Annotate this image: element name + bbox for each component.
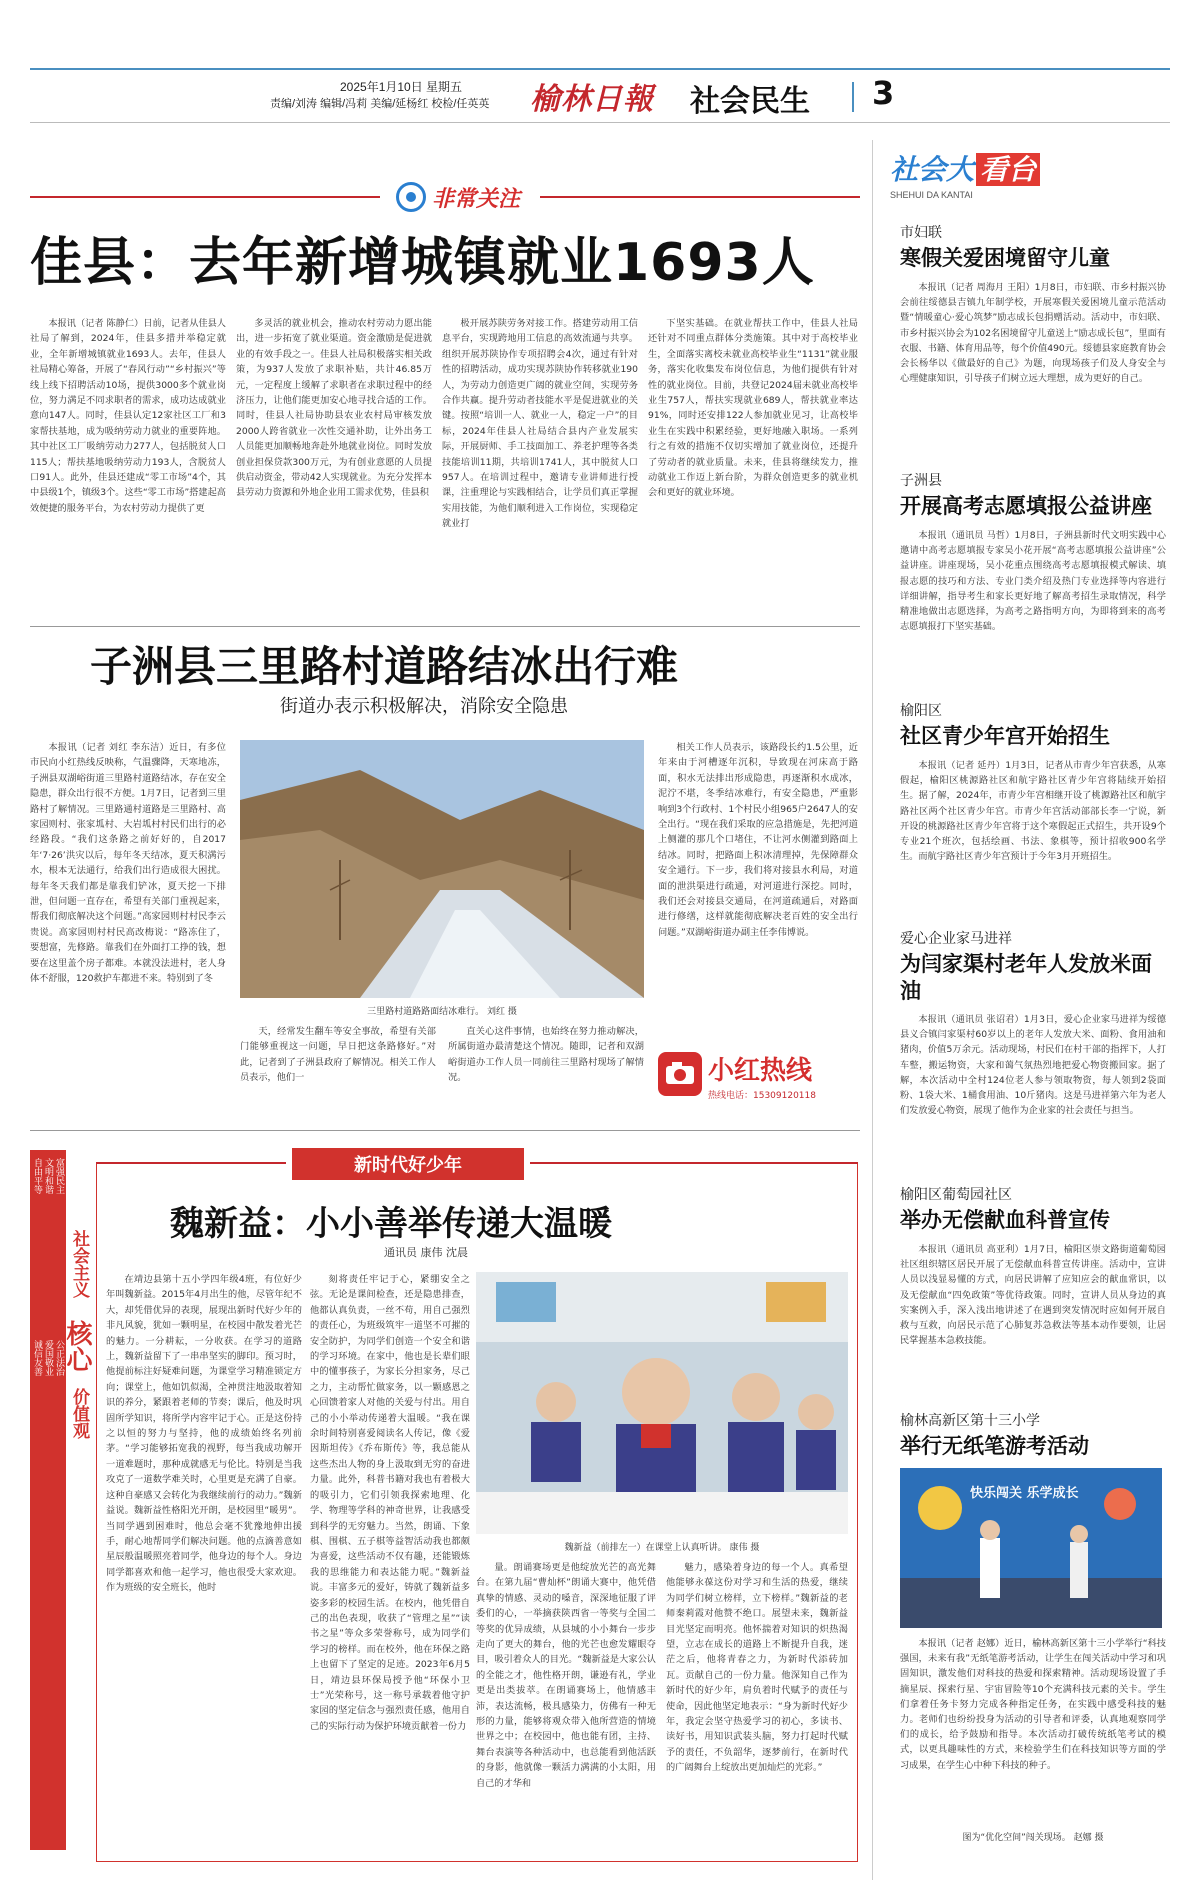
value-4: 公正法治 bbox=[54, 1340, 64, 1376]
core-values-strip bbox=[30, 1150, 66, 1850]
masthead-bottom-line bbox=[30, 122, 1170, 123]
sidebar-item-5-text: 本报讯（通讯员 高亚利）1月7日，榆阳区崇文路街道葡萄园社区组织辖区居民开展了无偿献血科普宣传讲座。活动中，宣讲人员以浅显易懂的方式，向居民讲解了应知应会的献血常识，以及无偿献血“四免政策”等优待政策。同时，宣讲人员从身边的真实案例入手，深入浅出地讲述了在遇到突发情况时应如何开展自救与互救，向居民示范了心肺复苏急救法等基本动作要领，让居民掌握基本急救技能。 bbox=[900, 1244, 1166, 1347]
road-photo bbox=[240, 740, 644, 998]
core-values-label-c: 价值观 bbox=[69, 1388, 89, 1439]
lead-column-2: 多灵活的就业机会，推动农村劳动力愿出能出，进一步拓宽了就业渠道。资金激励是促进就业的有效手段之一。佳县人社局积极落实相关政策，为937人发放了求职补贴，共计46.85万元，一定程度上缓解了求职者在求职过程中的经济压力，让他们能更加安心地寻找合适的工作。同时，佳县人社局协助县农业农村局审核发放2000人跨省就业一次性交通补助，让外出务工人员能更加顺畅地奔赴外地就业岗位。同时发放创业担保贷款300万元，为有创业意愿的人员提供启动资金，带动42人实现就业。为充分发挥本县劳动力资源和外地企业用工需求优势，佳县积 bbox=[236, 318, 432, 499]
road-subhead: 街道办表示积极解决，消除安全隐患 bbox=[280, 696, 568, 717]
lead-column-4: 下坚实基础。在就业帮扶工作中，佳县人社局还针对不同重点群体分类施策。其中对于高校毕业生，全面落实离校未就业高校毕业生“1131”就业服务，落实化收集发布岗位信息，为他们提供有针对性的就业岗位。目前，共登记2024届未就业高校毕业生757人，帮扶实现就业689人，帮扶就业率达91%，同时还安排122人参加就业见习，让高校毕业生在实践中积累经验，更好地融入职场。一系列行之有效的措施不仅切实增加了就业岗位，还提升了劳动者的就业质量。未来，佳县将继续发力，推动就业工作迈上新台阶，为群众创造更多的就业机会和更好的就业环境。 bbox=[648, 318, 858, 499]
core-values-label-b: 核心 bbox=[62, 1320, 92, 1372]
hotline-badge: 小红热线 热线电话：15309120118 bbox=[658, 1046, 858, 1110]
sidebar-item-3-text: 本报讯（记者 延丹）1月3日，记者从市青少年宫获悉，从寒假起，榆阳区桃源路社区和航宇路社区青少年宫将陆续开始招生。据了解，2024年，市青少年宫相继开设了桃源路社区和航宇路社区两个社区青少年宫。市青少年宫活动部部长李一宁说，新开设的桃源路社区青少年宫将于这个寒假起正式招生，共开设9个专业21个班次，包括绘画、书法、象棋等，预计招收900名学生。而航宇路社区青少年宫预计于今年3月开班招生。 bbox=[900, 760, 1166, 863]
lead-headline: 佳县：去年新增城镇就业1693人 bbox=[30, 233, 815, 293]
youth-photo bbox=[476, 1272, 848, 1534]
page-number: 3 bbox=[872, 74, 895, 112]
value-5: 爱国敬业 bbox=[43, 1340, 53, 1376]
youth-column-2: 刻将责任牢记于心，紧绷安全之弦。无论是课间检查，还是隐患排查，他都认真负责，一丝不苟，用自己强烈的责任心，为班级筑牢一道坚不可摧的安全防护，为同学们创造一个安全和谐的学习环境。在家中，他也是长辈们眼中的懂事孩子，为家长分担家务，尽己之力，主动帮忙做家务，以一颗感恩之心回馈着家人对他的关爱与付出。用自己的小小举动传递着大温暖。“我在课余时间特别喜爱阅读名人传记，像《爱因斯坦传》《乔布斯传》等，我总能从这些杰出人物的身上汲取到无穷的奋进力量。此外，科普书籍对我也有着极大的吸引力，它们引领我探索地理、化学、物理等学科的神奇世界，让我感受到科学的无穷魅力。当然，朗诵、下象棋、围棋、五子棋等益智活动我也都颇为喜爱，这些活动不仅有趣，还能锻炼我的思维能力和表达能力呢。”魏新益说。丰富多元的爱好，铸就了魏新益多姿多彩的校园生活。在校内，他凭借自己的出色表现，收获了“管理之星”“读书之星”等众多荣誉称号，成为同学们学习的榜样。而在校外，他在环保之路上也留下了坚定的足迹。2023年6月5日，靖边县环保局授予他“环保小卫士”光荣称号，这一称号承载着他守护家园的坚定信念与强烈责任感，他用自己的实际行动为保护环境贡献着一份力 bbox=[310, 1274, 470, 1732]
youth-byline: 通讯员 康伟 沈晨 bbox=[384, 1246, 468, 1259]
lead-column-3: 极开展苏陕劳务对接工作。搭建劳动用工信息平台，实现跨地用工信息的高效流通与共享。组织开展苏陕协作专项招聘会4次，通过有针对性的招聘活动，成功实现苏陕协作转移就业190人，为劳动力创造更广阔的就业空间，实现劳务合作共赢。提升劳动者技能水平是促进就业的关键。按照“培训一人、就业一人，稳定一户”的目标，2024年佳县人社局结合县内产业发展实际，开展厨师、手工技面加工、养老护理等各类技能培训11期，共培训1741人，其中脱贫人口957人。在培训过程中，邀请专业讲师进行授课，注重理论与实践相结合，让学员们真正掌握实用技能，为他们顺利进入工作岗位，实现稳定就业打 bbox=[442, 318, 638, 530]
youth-tag: 新时代好少年 bbox=[292, 1148, 524, 1180]
sidebar-item-6-photo bbox=[900, 1468, 1162, 1628]
sidebar-item-5-section: 榆阳区葡萄园社区 bbox=[900, 1187, 1012, 1203]
value-6: 诚信友善 bbox=[32, 1340, 42, 1376]
issue-date: 2025年1月10日 星期五 bbox=[340, 80, 463, 94]
road-bottom-divider bbox=[30, 1130, 860, 1131]
value-2: 文明和谐 bbox=[43, 1158, 53, 1194]
section-title: 社会民生 bbox=[690, 84, 810, 119]
core-values-label-a: 社会主义 bbox=[69, 1230, 89, 1298]
road-column-1: 本报讯（记者 刘红 李东洁）近日，有多位市民向小红热线反映称，气温骤降，天寒地冻，子洲县双湖峪街道三里路村道路结冰，存在安全隐患，群众出行很不方便。1月7日，记者到三里路村了解情况。三里路通村道路是三里路村、高家园则村、张家坬村、大岩坬村村民们出行的必经路段。“我们这条路之前好好的，自2017年‘7·26’洪灾以后，每年冬天结冰，夏天积满污水，根本无法通行，给我们出行造成很大困扰。每年冬天我们都是靠我们铲冰，夏天挖一下排泄，但问题一直存在，希望有关部门重视起来，帮我们彻底解决这个问题。”高家园则村村民李云贵说。高家园则村村民高改梅说：“路冻住了，要想富，先修路。靠我们在外面打工挣的钱，想要在这里盖个房子都难。本就没法进村，老人身体不舒服，120救护车都进不来。特别到了冬 bbox=[30, 742, 226, 985]
youth-frame-top-right bbox=[530, 1162, 858, 1164]
youth-photo-caption: 魏新益（前排左一）在课堂上认真听讲。 康伟 摄 bbox=[564, 1543, 760, 1553]
youth-column-4: 魅力，感染着身边的每一个人。真希望他能够永葆这份对学习和生活的热爱，继续为同学们树立榜样，立下榜样。”魏新益的老师秦莉霞对他赞不绝口。展望未来，魏新益目光坚定而明亮。他怀揣着对知识的炽热渴望，立志在成长的道路上不断提升自我，迷茫之后，他将青春之力，为新时代添砖加瓦。贡献自己的一份力量。他深知自己作为新时代的好少年，肩负着时代赋予的责任与使命，因此他坚定地表示：“身为新时代好少年，我定会坚守热爱学习的初心，多读书、读好书，用知识武装头脑，努力打起时代赋予的责任，不负韶华，逐梦前行，在新时代的广阔舞台上绽放出更加灿烂的光彩。” bbox=[666, 1562, 848, 1774]
road-photo-caption: 三里路村道路路面结冰难行。 刘红 摄 bbox=[367, 1007, 517, 1017]
youth-column-3: 量。朗诵赛场更是他绽放光芒的高光舞台。在第九届“曹灿杯”朗诵大赛中，他凭借真挚的情感、灵动的嗓音，深深地征服了评委们的心，一举摘获陕西省一等奖与全国二等奖的优异成绩，从县城的小小舞台一步步走向了更大的舞台，他的光芒也愈发耀眼夺目，吸引着众人的目光。“魏新益是大家公认的全能之才，他性格开朗，谦逊有礼，学业更是出类拔萃。在朗诵赛场上，他情感丰沛，表达流畅，极具感染力，仿佛有一种无形的力量，能够将观众带入他所营造的情境世界之中；在校园中，他也能有团，主持、舞台表演等各种活动中，也总能看到他活跃的身影，他就像一颗活力满满的小太阳，用自己的才华和 bbox=[476, 1562, 656, 1789]
editors-line: 责编/刘涛 编辑/冯莉 美编/延杨红 校检/任英英 bbox=[270, 98, 490, 110]
sidebar-item-4-headline: 为闫家渠村老年人发放米面油 bbox=[900, 951, 1152, 1003]
road-headline: 子洲县三里路村道路结冰出行难 bbox=[90, 642, 679, 691]
sidebar-item-3-section: 榆阳区 bbox=[900, 703, 942, 719]
sidebar-logo: 社会大 看台 SHEHUI DA KANTAI bbox=[890, 148, 1160, 212]
youth-column-1: 在靖边县第十五小学四年级4班，有位好少年叫魏新益。2015年4月出生的他，尽管年纪不大，却凭借优异的表现，展现出新时代好少年的非凡风貌，犹如一颗明星，在校园中散发着光芒的魅力。一分耕耘，一分收获。在学习的道路上，魏新益留下了一串串坚实的脚印。预习时，他提前标注好疑难问题，为课堂学习精准锁定方向；课堂上，他如饥似渴，全神贯注地汲取着知识的养分，紧跟着老师的节奏；课后，他及时巩固所学知识，将所学内容牢记于心。正是这份持之以恒的努力与坚持，他的成绩始终名列前茅。“学习能够拓宽我的视野，每当我成功解开一道难题时，那种成就感无与伦比。特别是当我攻克了一道数学难关时，心里更是充满了自豪。这种自豪感又会转化为我继续前行的动力。”魏新益说。魏新益性格阳光开朗，是校园里“暖男”。当同学遇到困难时，他总会毫不犹豫地伸出援手，耐心地帮同学们解决问题。他的点滴善意如星辰般温暖照亮着同学，他身边的每个人。身边同学都喜欢和他一起学习，他也很受大家欢迎。作为班级的安全班长，他时 bbox=[106, 1274, 302, 1594]
sidebar-divider bbox=[872, 140, 873, 1880]
road-column-4: 相关工作人员表示，该路段长约1.5公里，近年来由于河槽逐年沉积，导致现在河床高于路面，积水无法排出形成隐患，再逐渐积水成冰，泥泞不堪，冬季结冰难行，有安全隐患，严重影响到3个行政村、1个村民小组965户2647人的安全出行。“现在我们采取的应急措施是，先把河道上侧灌的那几个口堵住，不让河水侧灌到路面上结冰。同时，把路面上积冰清理掉，先保障群众安全通行。下一步，我们将对接县水利局，对道面的泄洪渠进行疏通，对河道进行深挖。同时，我们还会对接县交通局，在河道疏通后，对路面进行修缮，这样就能彻底解决老百姓的安全出行问题。”双湖峪街道办副主任李伟博说。 bbox=[658, 742, 858, 938]
sidebar-item-1-text: 本报讯（记者 周海月 王阳）1月8日，市妇联、市乡村振兴协会前往绥德县吉镇九年制学校，开展寒假关爱困境儿童示范活动暨“情暖童心·爱心筑梦”励志成长包捐赠活动。活动中，市妇联、市乡村振兴协会为102名困境留守儿童送上“励志成长包”，里面有衣服、书籍、体育用品等，每个价值490元。绥德县家庭教育协会会长杨华以《做最好的自己》为题，向现场孩子们及人身安全与心理健康知识，引导孩子们树立远大理想，成为更好的自己。 bbox=[900, 282, 1166, 385]
lead-bottom-divider bbox=[30, 626, 860, 627]
sidebar-item-2-headline: 开展高考志愿填报公益讲座 bbox=[900, 493, 1152, 518]
sidebar-item-6-caption: 图为“优化空间”闯关现场。 赵娜 摄 bbox=[962, 1833, 1104, 1843]
sidebar-item-3-headline: 社区青少年宫开始招生 bbox=[900, 723, 1110, 748]
sidebar-item-1-headline: 寒假关爱困境留守儿童 bbox=[900, 245, 1110, 270]
sidebar-item-6-text: 本报讯（记者 赵娜）近日，榆林高新区第十三小学举行“科技强国，未来有我”无纸笔游考活动，让学生在闯关活动中学习和巩固知识，激发他们对科技的热爱和探索精神。活动现场设置了手摘星辰、探索行星、宇宙冒险等10个充满科技元素的关卡。学生们拿着任务卡努力完成各种指定任务，在实践中感受科技的魅力。老师们也纷纷投身为活动的引导者和评委，认真地观察同学们的成长，给予鼓励和指导。本次活动打破传统纸笔考试的模式，以更具趣味性的方式，来检验学生们在科技知识等方面的学习成果，在学生心中种下科技的种子。 bbox=[900, 1638, 1166, 1771]
tag-rule-right bbox=[540, 196, 860, 198]
sidebar-item-1-section: 市妇联 bbox=[900, 225, 942, 241]
sidebar-item-5-headline: 举办无偿献血科普宣传 bbox=[900, 1207, 1110, 1232]
sidebar-item-6-headline: 举行无纸笔游考活动 bbox=[900, 1433, 1089, 1458]
sidebar-item-6-section: 榆林高新区第十三小学 bbox=[900, 1413, 1040, 1429]
sidebar-item-4-section: 爱心企业家马进祥 bbox=[900, 931, 1012, 947]
value-1: 富强民主 bbox=[54, 1158, 64, 1194]
masthead-divider bbox=[852, 82, 854, 112]
sidebar-item-2-section: 子洲县 bbox=[900, 473, 942, 489]
sidebar-item-6-banner: 快乐闯关 乐学成长 bbox=[970, 1486, 1079, 1501]
sidebar-item-4-text: 本报讯（通讯员 张诏君）1月3日，爱心企业家马进祥为绥德县义合镇闫家渠村60岁以上的老年人发放大米、面粉、食用油和猪肉，价值5万余元。活动现场，村民们在村干部的指挥下，人打车整，搬运物资，大家和蔼气氛热烈地把爱心物资搬回家。据了解，本次活动中全村124位老人参与领取物资，每人领到2袋面粉、1袋大米、1桶食用油、10斤猪肉。这是马进祥第六年为老人们发放爱心物资，展现了他作为企业家的社会责任与担当。 bbox=[900, 1014, 1166, 1117]
top-border bbox=[30, 68, 1170, 70]
paper-logo: 榆林日報 bbox=[530, 82, 654, 117]
speech-bubble-icon bbox=[396, 182, 426, 212]
feature-tag: 非常关注 bbox=[378, 178, 538, 216]
road-column-2: 天，经常发生翻车等安全事故，希望有关部门能够重视这一问题，早日把这条路修好。”对此，记者到了子洲县政府了解情况。相关工作人员表示，他们一 bbox=[240, 1026, 436, 1084]
youth-headline: 魏新益：小小善举传递大温暖 bbox=[170, 1204, 612, 1244]
sidebar-item-2-text: 本报讯（通讯员 马哲）1月8日，子洲县新时代文明实践中心邀请中高考志愿填报专家吴小花开展“高考志愿填报公益讲座”公益讲座。讲座现场，吴小花重点围绕高考志愿填报模式解读、填报志愿的技巧和方法、专业门类介绍及热门专业选择等内容进行详细讲解，指导考生和家长更好地了解高考招生录取情况，科学精准地做出志愿选择，为高考之路指明方向，为即将到来的高考志愿填报打下坚实基础。 bbox=[900, 530, 1166, 633]
road-column-3: 直关心这件事情，也始终在努力推动解决，所属街道办最清楚这个情况。随即，记者和双湖峪街道办工作人员一同前往三里路村现场了解情况。 bbox=[448, 1026, 644, 1084]
youth-frame-top-left bbox=[96, 1162, 286, 1164]
value-3: 自由平等 bbox=[32, 1158, 42, 1194]
tag-rule-left bbox=[30, 196, 380, 198]
lead-column-1: 本报讯（记者 陈静仁）日前，记者从佳县人社局了解到，2024年，佳县多措并举稳定就业，全年新增城镇就业1693人。去年，佳县人社局精心筹备，开展了“春风行动”“乡村振兴”等线上线下招聘活动10场，提供3000多个就业岗位，努力满足不同求职者的需求，成功达成就业意向147人。同时，佳县认定12家社区工厂和3家帮扶基地，成为吸纳劳动力就业的重要阵地。其中社区工厂吸纳劳动力277人，包括脱贫人口115人；帮扶基地吸纳劳动力193人，含脱贫人口91人。此外，佳县还建成“零工市场”4个，其中县级1个，镇级3个。这些“零工市场”搭建起高效便捷的服务平台，为农村劳动力提供了更 bbox=[30, 318, 226, 514]
camera-icon bbox=[658, 1052, 702, 1096]
